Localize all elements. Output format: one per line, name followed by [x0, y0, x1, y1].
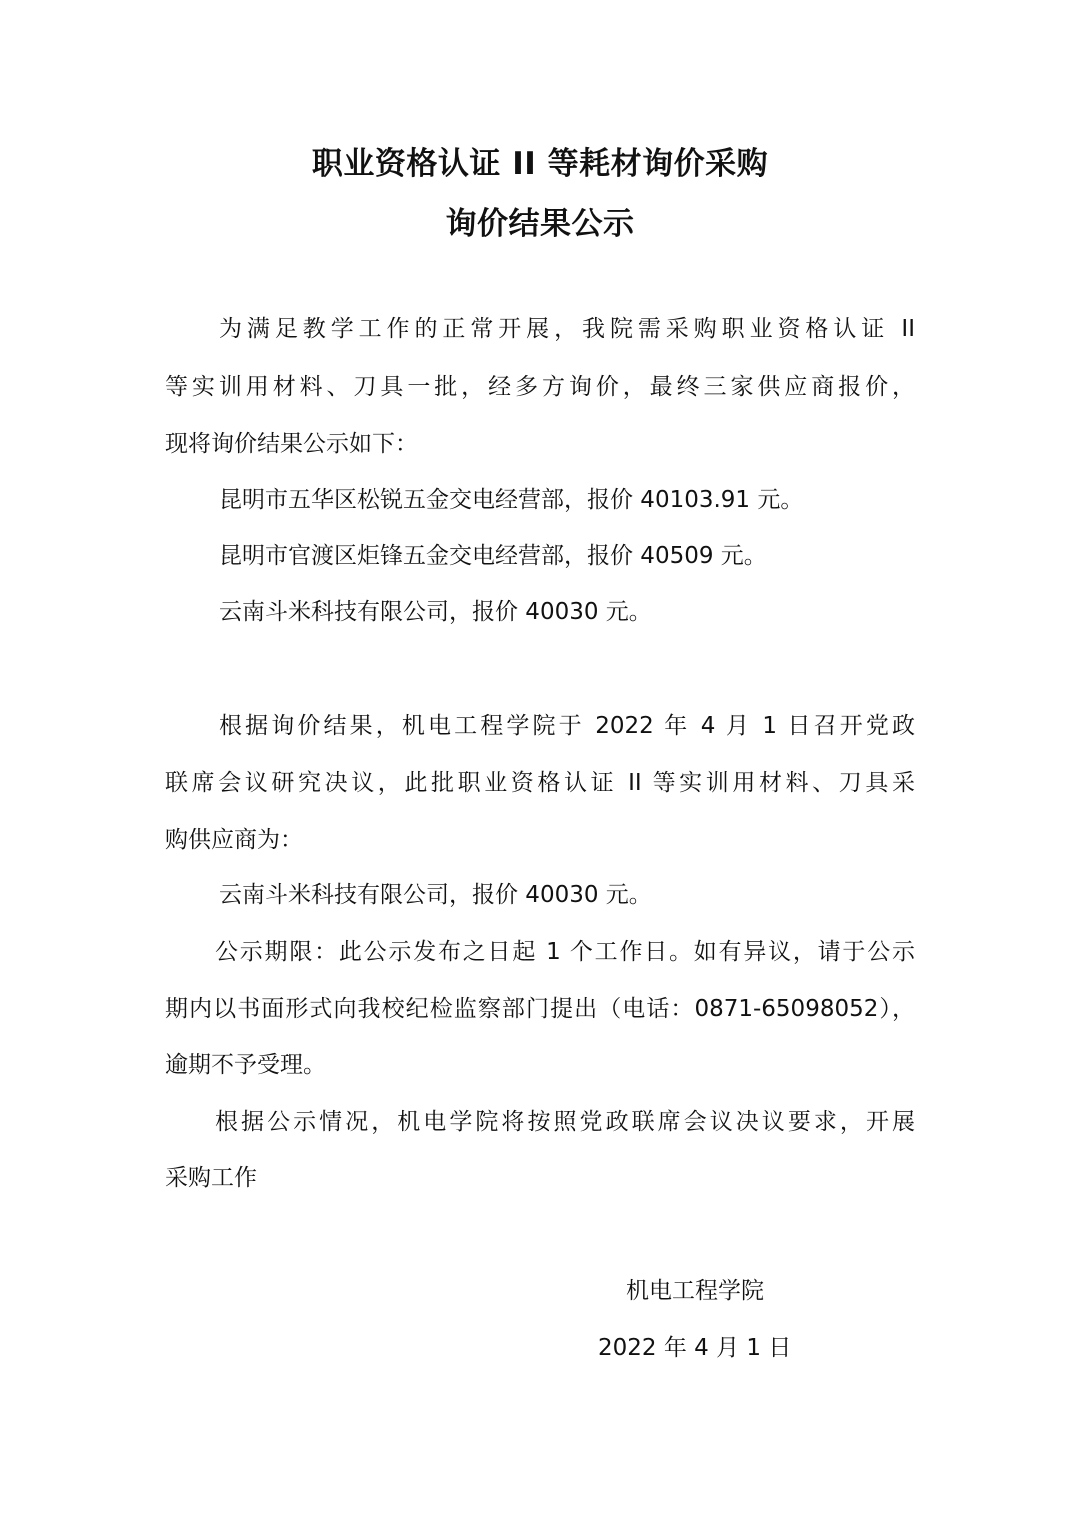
signature-organization: 机电工程学院 [626, 1278, 764, 1304]
closing-line-2: 采购工作 [165, 1165, 257, 1191]
closing-line-1: 根据公示情况，机电学院将按照党政联席会议决议要求，开展 [215, 1109, 915, 1135]
signature-date: 2022 年 4 月 1 日 [598, 1335, 792, 1361]
quote-item-1: 昆明市五华区松锐五金交电经营部，报价 40103.91 元。 [219, 487, 804, 513]
quote-item-3: 云南斗米科技有限公司，报价 40030 元。 [219, 599, 652, 625]
paragraph-2-line-2: 联席会议研究决议，此批职业资格认证 II 等实训用材料、刀具采 [165, 770, 915, 796]
paragraph-2-line-3: 购供应商为： [165, 827, 303, 853]
notice-line-3: 逾期不予受理。 [165, 1052, 326, 1078]
paragraph-1-line-1: 为满足教学工作的正常开展，我院需采购职业资格认证 II [219, 316, 915, 342]
document-subtitle: 询价结果公示 [445, 206, 635, 242]
paragraph-2-line-1: 根据询价结果，机电工程学院于 2022 年 4 月 1 日召开党政 [219, 713, 915, 739]
quote-item-2: 昆明市官渡区炬锋五金交电经营部，报价 40509 元。 [219, 543, 767, 569]
winner-line: 云南斗米科技有限公司，报价 40030 元。 [219, 882, 652, 908]
notice-line-1: 公示期限：此公示发布之日起 1 个工作日。如有异议，请于公示 [215, 939, 915, 965]
notice-line-2: 期内以书面形式向我校纪检监察部门提出（电话：0871-65098052）， [165, 996, 915, 1022]
paragraph-1-line-2: 等实训用材料、刀具一批，经多方询价，最终三家供应商报价， [165, 374, 915, 400]
document-title: 职业资格认证 II 等耗材询价采购 [311, 146, 769, 182]
paragraph-1-line-3: 现将询价结果公示如下： [165, 431, 418, 457]
